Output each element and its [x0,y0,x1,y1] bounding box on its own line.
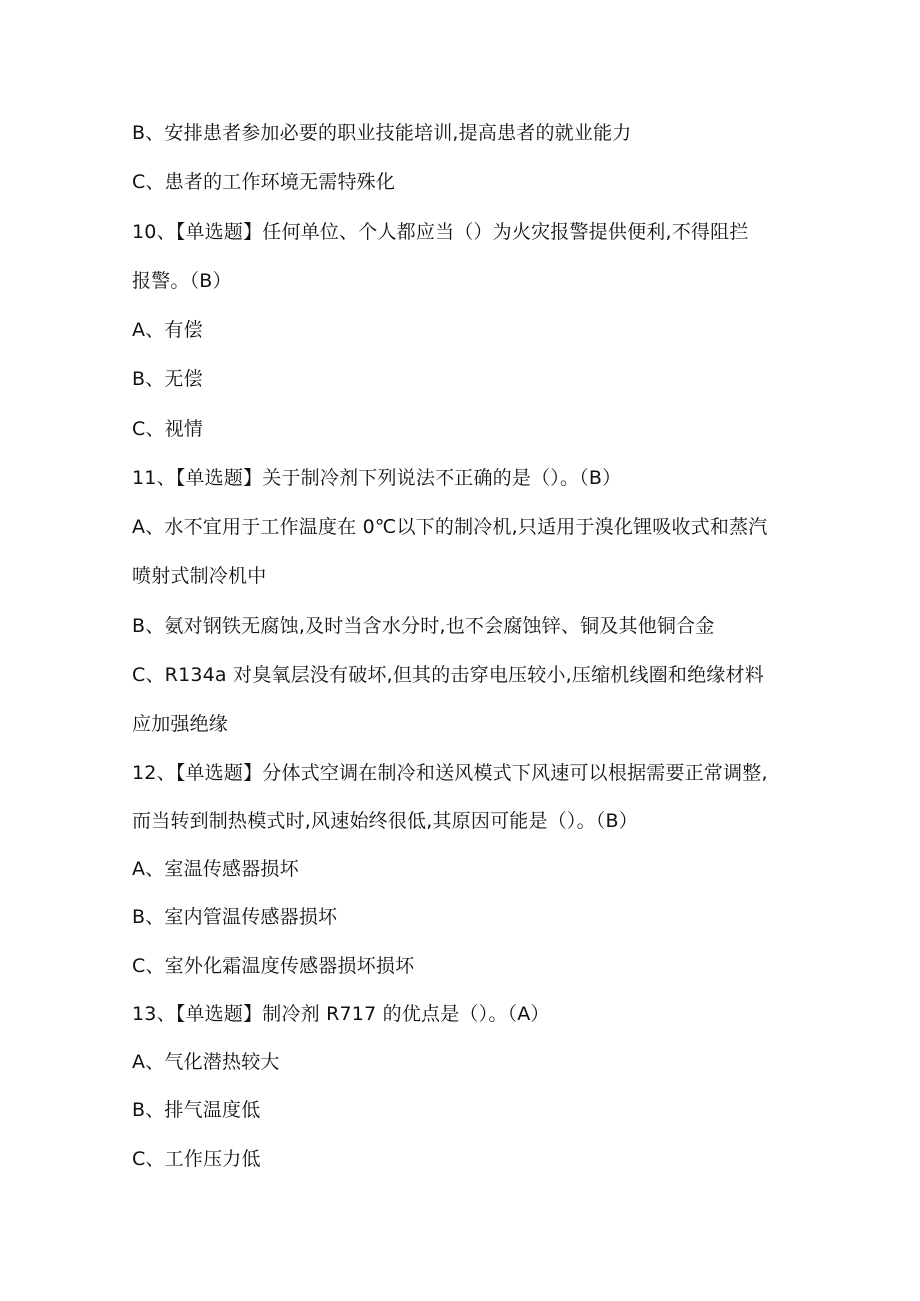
option-a-q11-line2: 喷射式制冷机中 [132,565,267,587]
option-a-q11-line1: A、水不宜用于工作温度在 0℃以下的制冷机,只适用于溴化锂吸收式和蒸汽 [132,516,768,538]
question-13: 13、【单选题】制冷剂 R717 的优点是（）。（A） [132,1003,550,1025]
question-10-line2: 报警。（B） [132,270,232,292]
option-b-q13: B、排气温度低 [132,1099,261,1121]
option-b-q11: B、氨对钢铁无腐蚀,及时当含水分时,也不会腐蚀锌、铜及其他铜合金 [132,615,715,637]
option-a-q10: A、有偿 [132,319,203,341]
option-a-q13: A、气化潜热较大 [132,1051,280,1073]
option-b-q9: B、安排患者参加必要的职业技能培训,提高患者的就业能力 [132,122,632,144]
option-b-q12: B、室内管温传感器损坏 [132,906,338,928]
option-c-q9: C、患者的工作环境无需特殊化 [132,171,396,193]
question-11: 11、【单选题】关于制冷剂下列说法不正确的是（）。（B） [132,467,622,489]
option-c-q11-line1: C、R134a 对臭氧层没有破坏,但其的击穿电压较小,压缩机线圈和绝缘材料 [132,664,764,686]
option-c-q12: C、室外化霜温度传感器损坏损坏 [132,955,415,977]
option-a-q12: A、室温传感器损坏 [132,858,299,880]
option-c-q11-line2: 应加强绝缘 [132,713,229,735]
question-12-line1: 12、【单选题】分体式空调在制冷和送风模式下风速可以根据需要正常调整, [132,762,768,784]
question-10-line1: 10、【单选题】任何单位、个人都应当（）为火灾报警提供便利,不得阻拦 [132,221,749,243]
option-b-q10: B、无偿 [132,368,203,390]
option-c-q13: C、工作压力低 [132,1148,261,1170]
question-12-line2: 而当转到制热模式时,风速始终很低,其原因可能是（）。（B） [132,810,638,832]
option-c-q10: C、视情 [132,418,204,440]
